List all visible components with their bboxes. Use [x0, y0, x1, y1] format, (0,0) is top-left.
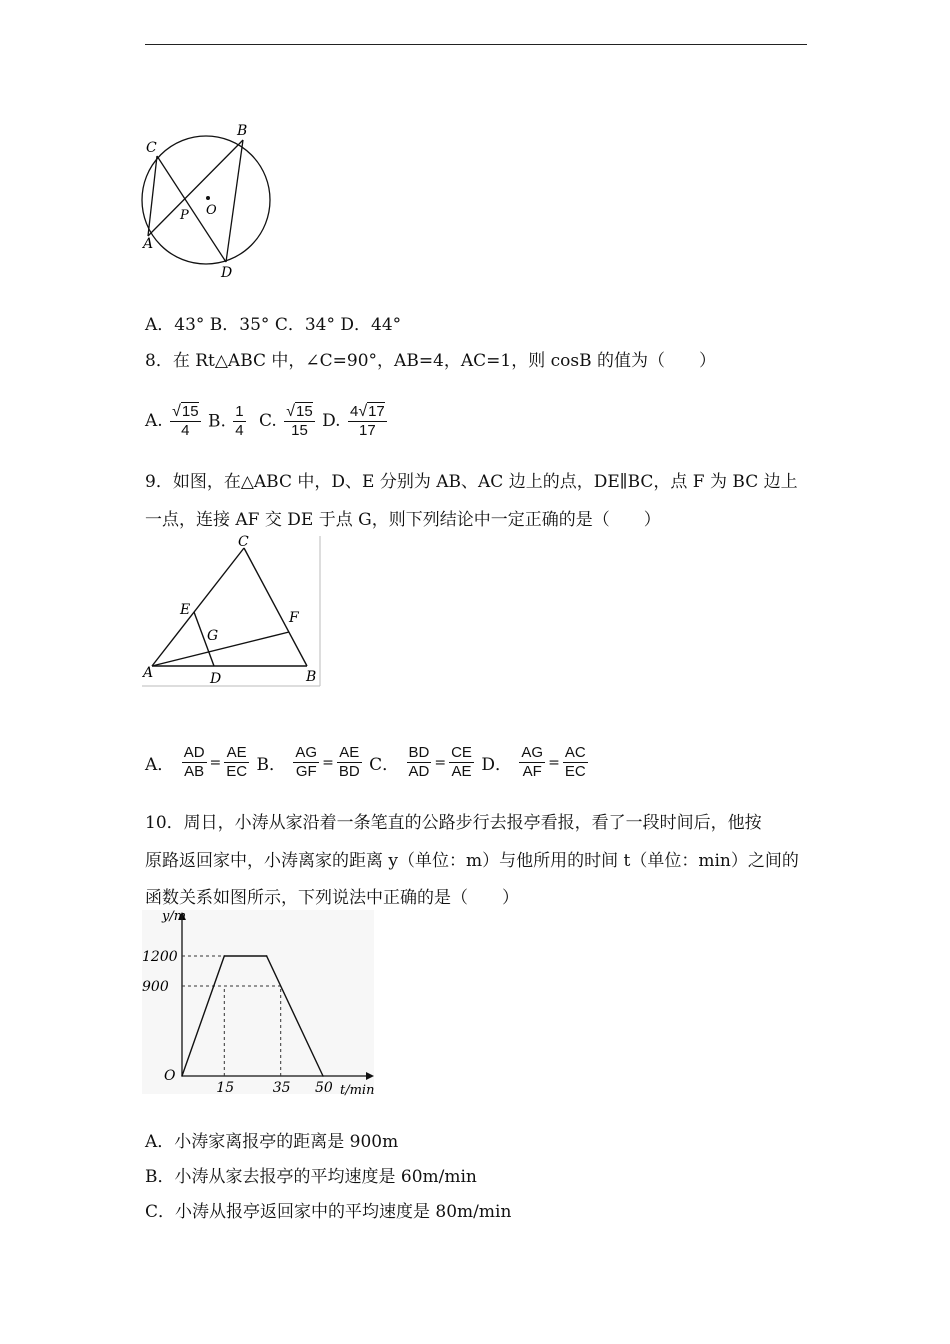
q9-b-left [293, 744, 319, 781]
q9-c-right [449, 744, 474, 781]
chord-ca [148, 156, 157, 236]
x-axis-label: t/min [340, 1083, 375, 1098]
q7-options: A．43° B．35° C．34° D．44° [145, 315, 402, 335]
q9-a-left [182, 744, 207, 781]
q8-c-root: 15 [296, 403, 313, 420]
q9-a-lnum: AD [183, 744, 205, 761]
q8-option-b-fraction [233, 403, 245, 440]
q10-distance-time-chart [140, 908, 385, 1098]
q9-triangle-figure [140, 534, 325, 689]
q8-option-c [259, 402, 317, 440]
q8-option-d [322, 402, 389, 440]
header-rule [145, 44, 807, 45]
q9-d-rnum: AC [564, 744, 586, 761]
label-b: B [237, 123, 248, 139]
q9-b-rnum: AE [337, 744, 362, 763]
q9-c-rden: AE [451, 763, 472, 780]
q9-a-eq: = [209, 754, 222, 771]
q8-a-root: 15 [181, 403, 199, 420]
q7-circle-figure [140, 120, 280, 285]
q8-option-c-fraction: $\frac{√15}{15}$ [286, 403, 313, 439]
y-tick-label-1200: 1200 [142, 949, 178, 965]
q9-option-d [481, 744, 589, 781]
q8-a-den: 4 [181, 422, 190, 439]
y-axis-label: y/m [162, 909, 187, 924]
q8-d-coef: 4 [349, 403, 359, 420]
q8-option-c-label: C. [259, 411, 277, 431]
q8-stem: 8．在 Rt△ABC 中，∠C=90°，AB=4，AC=1，则 cosB 的值为（ ） [145, 351, 717, 371]
x-tick-label-50: 50 [315, 1080, 333, 1096]
x-tick-label-15: 15 [216, 1080, 235, 1096]
label-d: D [210, 671, 222, 687]
q8-d-den: 17 [359, 422, 376, 439]
q9-c-lnum: BD [408, 744, 430, 761]
series-point-3 [322, 1075, 324, 1077]
side-bc [244, 548, 307, 666]
q9-a-rden: EC [226, 763, 248, 780]
q9-d-eq: = [548, 754, 560, 771]
q9-b-lnum: AG [295, 744, 318, 761]
q9-b-rden: BD [338, 763, 360, 780]
q10-stem-line1: 10．周日，小涛从家沿着一条笔直的公路步行去报亭看报，看了一段时间后，他按 [145, 813, 762, 833]
chart-background [142, 910, 374, 1094]
q9-b-lden: GF [295, 763, 317, 780]
label-a: A [143, 236, 154, 252]
label-g: G [207, 628, 219, 644]
q10-option-b: B．小涛从家去报亭的平均速度是 60m/min [145, 1167, 477, 1187]
q9-b-label: B． [256, 755, 287, 775]
center-dot [206, 196, 210, 200]
label-f: F [289, 610, 299, 626]
circle-o [142, 136, 270, 264]
q9-c-rnum: CE [451, 744, 472, 761]
q8-d-root: 17 [368, 403, 385, 420]
q8-option-b-label: B. [207, 411, 226, 431]
q9-c-lden: AD [408, 763, 430, 780]
q9-stem-line2: 一点，连接 AF 交 DE 于点 G，则下列结论中一定正确的是（ ） [145, 510, 661, 530]
q10-stem-line2: 原路返回家中，小涛离家的距离 y（单位：m）与他所用的时间 t（单位：min）之间的 [145, 851, 799, 871]
label-c: C [238, 534, 249, 550]
x-tick-label-35: 35 [272, 1080, 291, 1096]
chord-ab [148, 140, 243, 236]
q8-b-num: 1 [235, 402, 244, 420]
label-d: D [221, 265, 233, 281]
q8-option-d-fraction: $\frac{4√17}{17}$ [349, 403, 385, 439]
q9-c-left [407, 744, 432, 781]
origin-label: O [164, 1068, 176, 1084]
q9-d-right [563, 744, 588, 781]
q9-a-right [224, 744, 249, 781]
q9-d-lden: AF [522, 763, 542, 780]
label-c: C [146, 140, 157, 156]
q9-c-label: C． [369, 755, 400, 775]
q9-b-right [337, 744, 362, 781]
q8-option-a-label: A. [145, 411, 163, 431]
q8-c-den: 15 [291, 422, 308, 439]
label-p: P [180, 208, 189, 223]
q8-option-a [145, 402, 203, 440]
segment-af [152, 632, 289, 666]
q9-a-label: A． [145, 755, 175, 775]
q9-c-eq: = [434, 754, 447, 771]
q9-a-rnum: AE [224, 744, 249, 763]
q9-d-lnum: AG [521, 744, 544, 761]
q8-option-d-label: D. [322, 411, 341, 431]
q10-stem-line3: 函数关系如图所示，下列说法中正确的是（ ） [145, 888, 519, 908]
label-b: B [306, 669, 317, 685]
q9-d-label: D． [481, 755, 512, 775]
q9-b-eq: = [322, 754, 334, 771]
q10-option-c: C．小涛从报亭返回家中的平均速度是 80m/min [145, 1202, 512, 1222]
series-point-1 [224, 955, 226, 957]
q8-option-a-fraction: $\frac{√15}{4}$ [172, 403, 199, 439]
q9-option-b [257, 744, 364, 781]
q8-option-b [208, 403, 248, 440]
y-tick-label-900: 900 [142, 979, 169, 995]
q9-d-rden: EC [564, 763, 586, 780]
chord-bd [226, 140, 243, 262]
q9-options [145, 744, 590, 781]
q10-option-a: A．小涛家离报亭的距离是 900m [145, 1132, 399, 1152]
q9-option-a [145, 744, 251, 781]
q9-stem-line1: 9．如图，在△ABC 中，D、E 分别为 AB、AC 边上的点，DE∥BC，点 F 为 BC 边上 [145, 472, 798, 492]
label-a: A [143, 665, 154, 681]
q8-options [145, 402, 389, 440]
label-e: E [180, 602, 191, 618]
series-point-2 [266, 955, 268, 957]
side-ac [152, 548, 244, 666]
label-o: O [206, 203, 217, 218]
q9-a-lden: AB [184, 763, 205, 780]
q8-b-den: 4 [235, 421, 244, 439]
series-point-0 [181, 1075, 183, 1077]
q9-d-left [519, 744, 545, 781]
q9-option-c [369, 744, 476, 781]
